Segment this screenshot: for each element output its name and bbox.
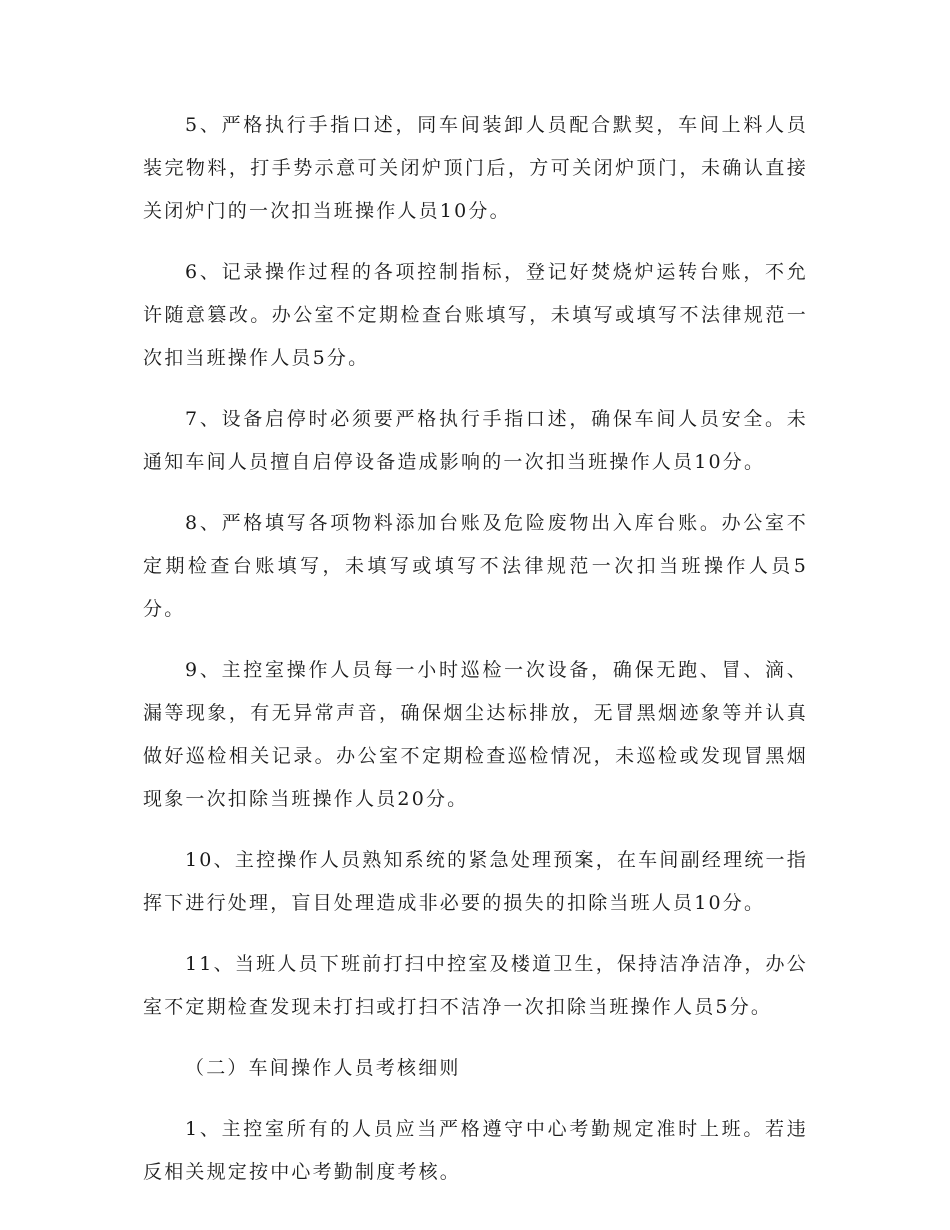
- document-body: [143, 104, 808, 1212]
- section-heading: （二）车间操作人员考核细则: [185, 1057, 461, 1079]
- rule-item-9: 9、主控室操作人员每一小时巡检一次设备，确保无跑、冒、滴、漏等现象，有无异常声音，确保烟尘达标排放，无冒黑烟迹象等并认真做好巡检相关记录。办公室不定期检查巡检情况，未巡检或发现冒黑烟现象一次扣除当班操作人员20分。: [143, 659, 808, 810]
- rule-item-11: 11、当班人员下班前打扫中控室及楼道卫生，保持洁净洁净，办公室不定期检查发现未打扫或打扫不洁净一次扣除当班操作人员5分。: [143, 953, 808, 1018]
- rule-item-10: 10、主控操作人员熟知系统的紧急处理预案，在车间副经理统一指挥下进行处理，盲目处理造成非必要的损失的扣除当班人员10分。: [143, 849, 808, 914]
- rule-item-6: 6、记录操作过程的各项控制指标，登记好焚烧炉运转台账，不允许随意篡改。办公室不定期检查台账填写，未填写或填写不法律规范一次扣当班操作人员5分。: [143, 261, 808, 369]
- rule-item-7: 7、设备启停时必须要严格执行手指口述，确保车间人员安全。未通知车间人员擅自启停设备造成影响的一次扣当班操作人员10分。: [143, 408, 808, 473]
- rule-item-8: 8、严格填写各项物料添加台账及危险废物出入库台账。办公室不定期检查台账填写，未填写或填写不法律规范一次扣当班操作人员5分。: [143, 512, 808, 620]
- workshop-rule-item-1: 1、主控室所有的人员应当严格遵守中心考勤规定准时上班。若违反相关规定按中心考勤制度考核。: [143, 1118, 808, 1183]
- rule-item-5: 5、严格执行手指口述，同车间装卸人员配合默契，车间上料人员装完物料，打手势示意可关闭炉顶门后，方可关闭炉顶门，未确认直接关闭炉门的一次扣当班操作人员10分。: [143, 114, 808, 222]
